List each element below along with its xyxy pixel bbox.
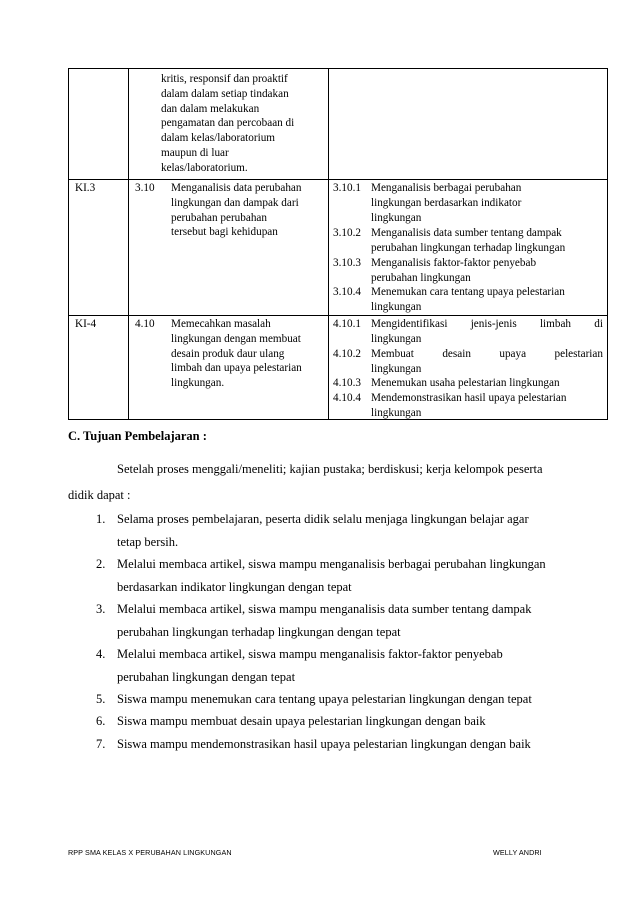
list-item: Melalui membaca artikel, siswa mampu menganalisis berbagai perubahan lingkungan: [117, 557, 546, 571]
indicator-4-10-4: 4.10.4 Mendemonstrasikan hasil upaya pelestarian lingkungan: [333, 392, 567, 419]
competency-table: [68, 68, 608, 420]
table-row-divider: [69, 179, 607, 180]
kd-text: Menganalisis data perubahan lingkungan dan dampak dari perubahan perubahan tersebut bagi kehidupan: [171, 182, 302, 239]
table-divider: [128, 69, 129, 420]
indicator-3-10-2: 3.10.2 Menganalisis data sumber tentang dampak perubahan lingkungan terhadap lingkungan: [333, 227, 566, 254]
list-item: berdasarkan indikator lingkungan dengan tepat: [117, 580, 352, 594]
list-item: Selama proses pembelajaran, peserta didik selalu menjaga lingkungan belajar agar: [117, 512, 529, 526]
indicator-3-10-3: 3.10.3 Menganalisis faktor-faktor penyebab perubahan lingkungan: [333, 257, 537, 284]
list-item: perubahan lingkungan dengan tepat: [117, 670, 296, 684]
list-item: Siswa mampu membuat desain upaya pelestarian lingkungan dengan baik: [117, 714, 486, 728]
kd-number: 3.10: [135, 182, 155, 194]
ki-label: KI.3: [75, 182, 96, 194]
indicator-3-10-1: 3.10.1 Menganalisis berbagai perubahan lingkungan berdasarkan indikator lingkungan: [333, 182, 522, 224]
kd-number: 4.10: [135, 318, 155, 330]
table-row-divider: [69, 315, 607, 316]
list-item: Siswa mampu mendemonstrasikan hasil upaya pelestarian lingkungan dengan baik: [117, 737, 531, 751]
list-item-number: 5.: [96, 692, 106, 706]
list-item: Melalui membaca artikel, siswa mampu menganalisis data sumber tentang dampak: [117, 602, 532, 616]
ki-label: KI-4: [75, 318, 97, 330]
indicator-3-10-4: 3.10.4 Menemukan cara tentang upaya pelestarian lingkungan: [333, 286, 565, 313]
footer-left: RPP SMA KELAS X PERUBAHAN LINGKUNGAN: [68, 848, 232, 857]
activity-text: kritis, responsif dan proaktif dalam dalam setiap tindakan dan dalam melakukan pengamatan dan percobaan di dalam kelas/laboratorium maupun di luar kelas/laboratorium.: [161, 73, 295, 174]
list-item: perubahan lingkungan terhadap lingkungan dengan tepat: [117, 625, 401, 639]
intro-line: Setelah proses menggali/meneliti; kajian pustaka; berdiskusi; kerja kelompok peserta: [117, 462, 543, 476]
section-title: C. Tujuan Pembelajaran :: [68, 429, 207, 443]
kd-text: Memecahkan masalah lingkungan dengan membuat desain produk daur ulang limbah dan upaya pelestarian lingkungan.: [171, 318, 302, 390]
list-item-number: 6.: [96, 714, 106, 728]
indicator-4-10-1: 4.10.1 Mengidentifikasi jenis-jenis limbah di lingkungan: [333, 318, 603, 345]
list-item: Siswa mampu menemukan cara tentang upaya pelestarian lingkungan dengan tepat: [117, 692, 532, 706]
indicator-4-10-3: 4.10.3 Menemukan usaha pelestarian lingkungan: [333, 377, 560, 389]
list-item-number: 2.: [96, 557, 106, 571]
footer-right: WELLY ANDRI: [493, 848, 542, 857]
table-divider: [328, 69, 329, 420]
list-item: Melalui membaca artikel, siswa mampu menganalisis faktor-faktor penyebab: [117, 647, 503, 661]
intro-line: didik dapat :: [68, 488, 131, 502]
list-item-number: 3.: [96, 602, 106, 616]
list-item: tetap bersih.: [117, 535, 179, 549]
indicator-4-10-2: 4.10.2 Membuat desain upaya pelestarian lingkungan: [333, 348, 603, 375]
list-item-number: 4.: [96, 647, 106, 661]
list-item-number: 7.: [96, 737, 106, 751]
list-item-number: 1.: [96, 512, 106, 526]
